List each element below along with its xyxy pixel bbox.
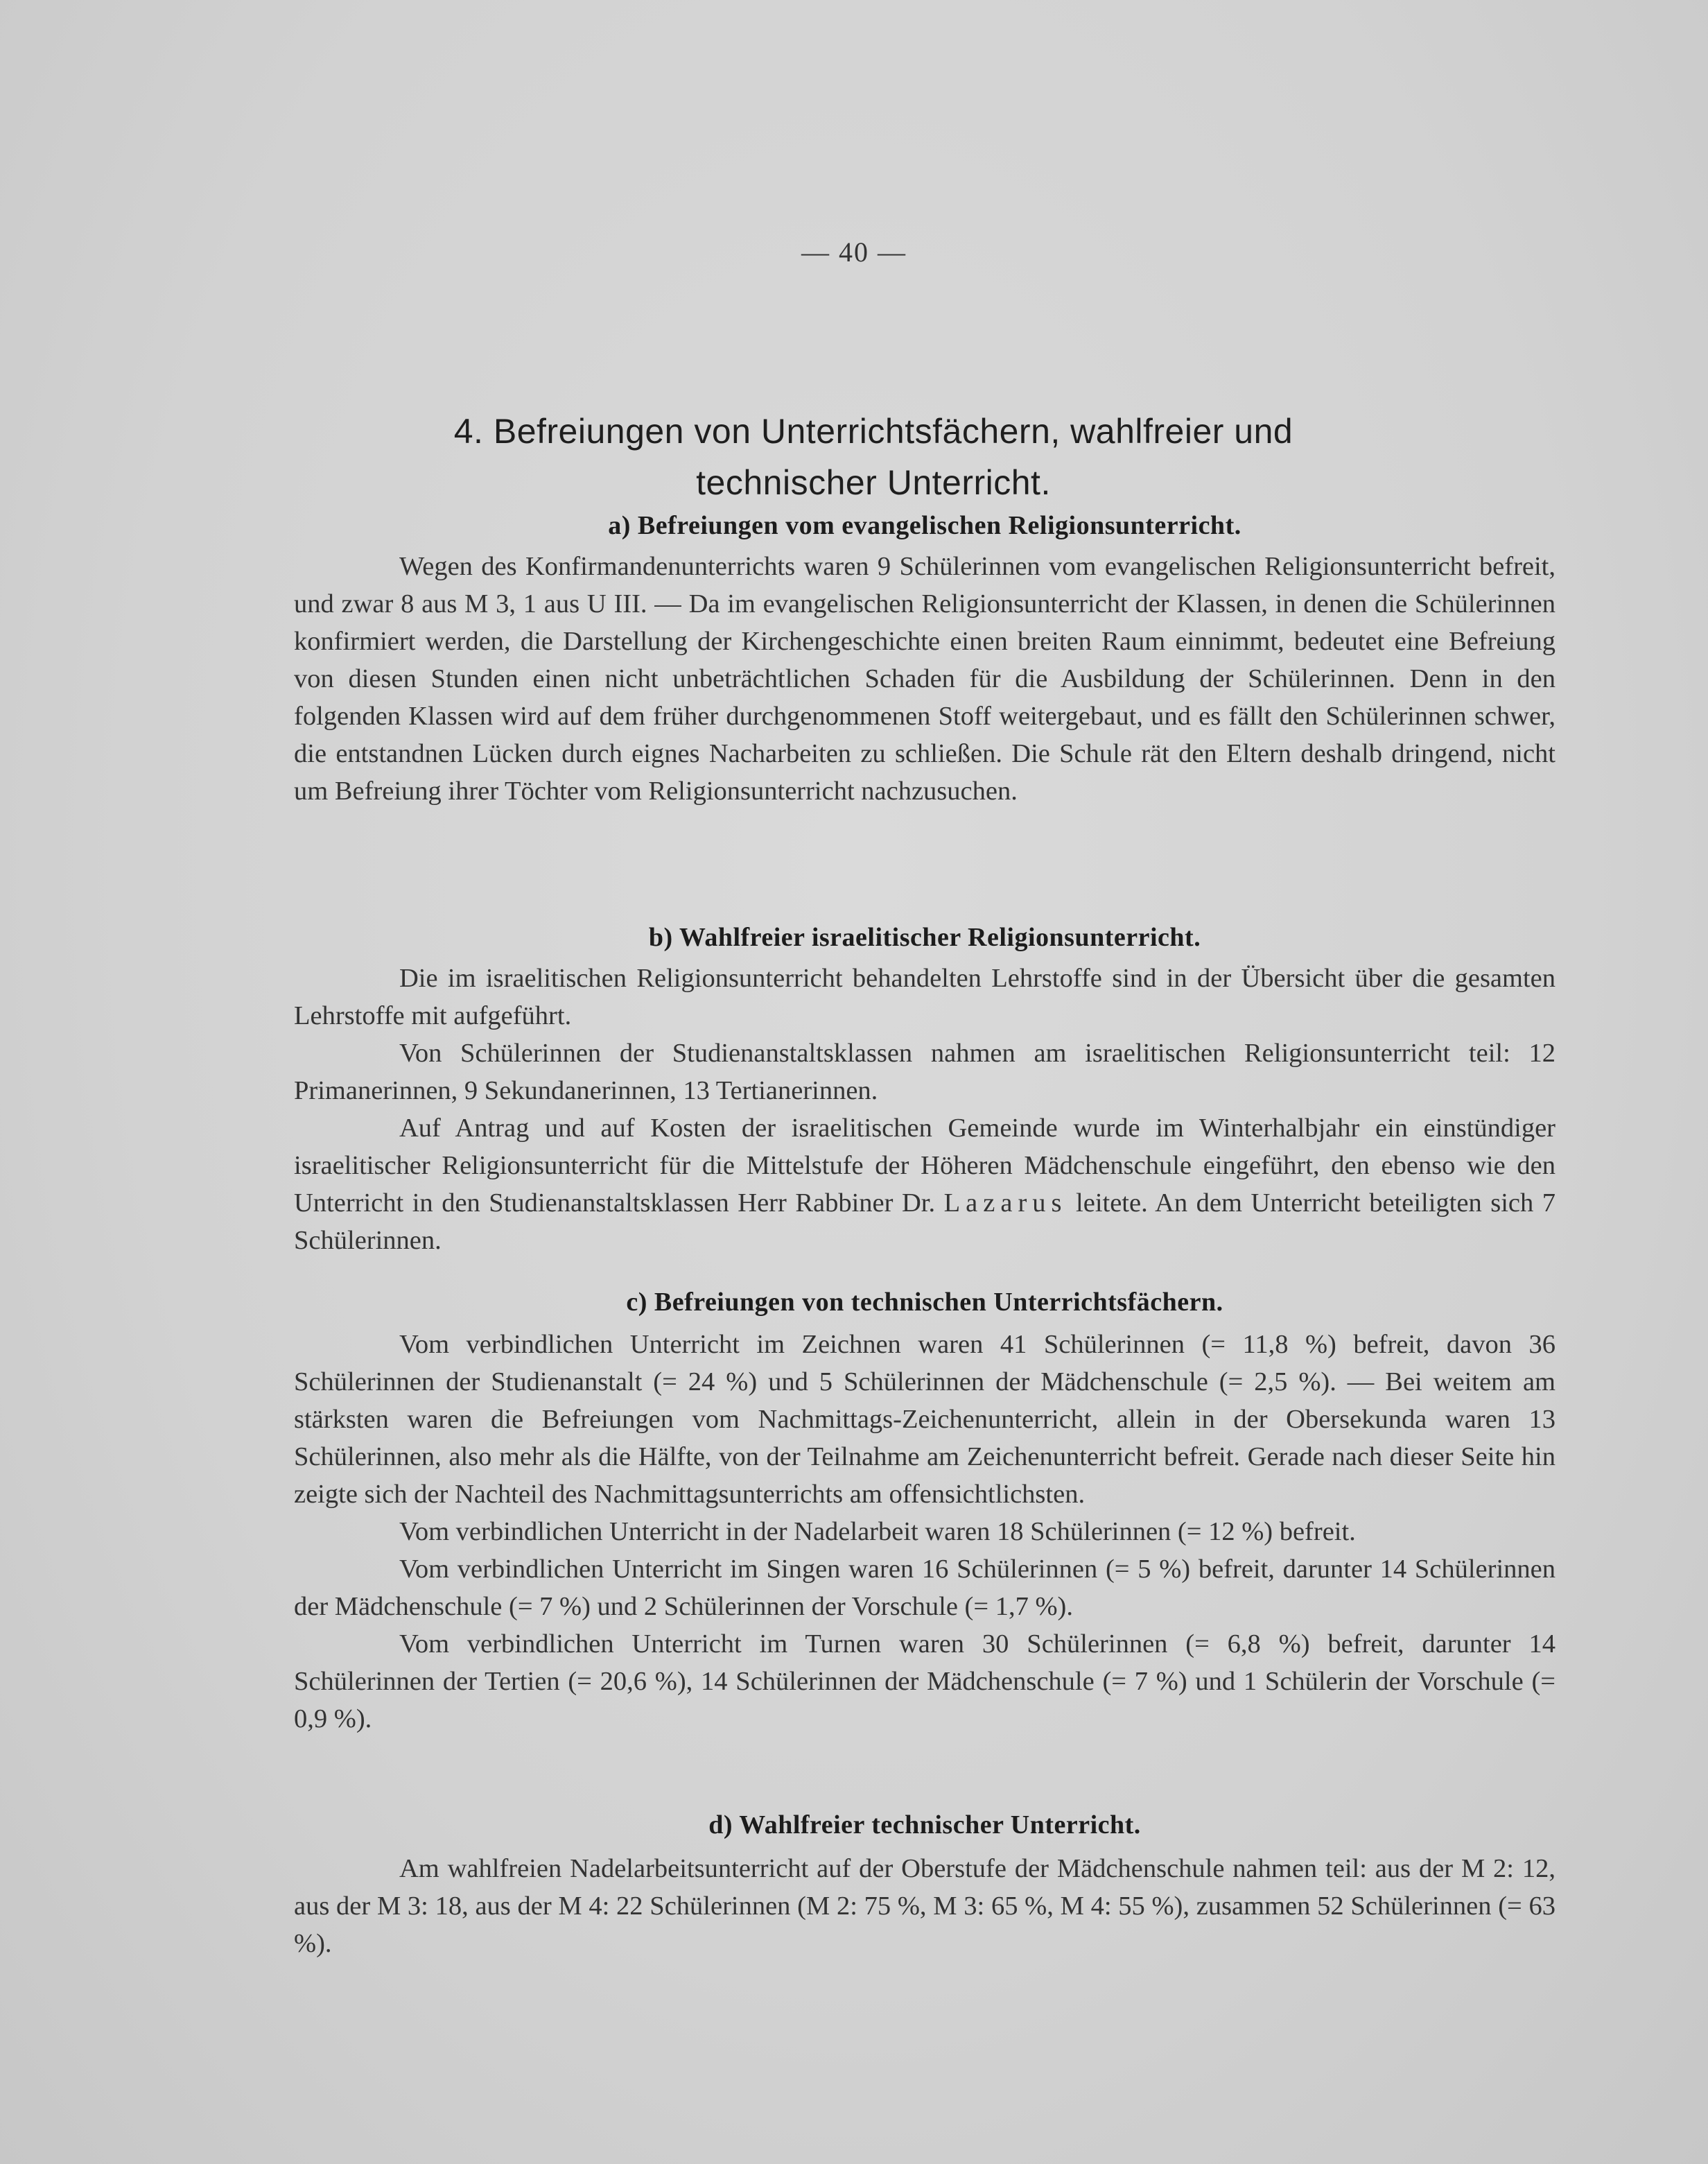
section-c-paragraph-gymnastics: Vom verbindlichen Unterricht im Turnen waren 30 Schülerinnen (= 6,8 %) befreit, darunter 14 Schülerinnen der Tertien (= 20,6 %), 14 Schülerinnen der Mädchenschule (= 7 %) und 1 Schülerin der Vorschule (= 0,9 %).	[294, 1629, 1556, 1733]
page-number: — 40 —	[801, 236, 907, 268]
section-d-paragraph: Am wahlfreien Nadelarbeitsunterricht auf der Oberstufe der Mädchenschule nahmen teil: aus der M 2: 12, aus der M 3: 18, aus der M 4: 22 Schülerinnen (M 2: 75 %, M 3: 65 %, M 4: 55 %), zusammen 52 Schülerinnen (= 63 %).	[294, 1854, 1556, 1958]
rabbi-name: Lazarus	[943, 1188, 1068, 1218]
section-b-paragraph-1: Die im israelitischen Religionsunterricht behandelten Lehrstoffe sind in der Übersicht über die gesamten Lehrstoffe mit aufgeführt.	[294, 964, 1556, 1030]
title-line-2: technischer Unterricht.	[696, 463, 1051, 502]
title-line-1: 4. Befreiungen von Unterrichtsfächern, wahlfreier und	[453, 412, 1293, 451]
section-c-paragraph-singing: Vom verbindlichen Unterricht im Singen waren 16 Schülerinnen (= 5 %) befreit, darunter 14 Schülerinnen der Mädchenschule (= 7 %) und 2 Schülerinnen der Vorschule (= 1,7 %).	[294, 1555, 1556, 1621]
section-a-heading: a) Befreiungen vom evangelischen Religionsunterricht.	[608, 511, 1241, 540]
section-b-heading: b) Wahlfreier israelitischer Religionsunterricht.	[648, 923, 1201, 952]
section-c-paragraph-drawing: Vom verbindlichen Unterricht im Zeichnen waren 41 Schülerinnen (= 11,8 %) befreit, davon 36 Schülerinnen der Studienanstalt (= 24 %) und 5 Schülerinnen der Mädchenschule (= 2,5 %). — Bei weitem am stärksten waren die Befreiungen vom Nachmittags-Zeichenunterricht, allein in der Obersekunda waren 13 Schülerinnen, also mehr als die Hälfte, von der Teilnahme am Zeichenunterricht befreit. Gerade nach dieser Seite hin zeigte sich der Nachteil des Nachmittagsunterrichts am offensichtlichsten.	[294, 1330, 1556, 1509]
section-b-p3-end: leitete. An dem Unterricht beteiligten sich 7 Schülerinnen.	[294, 1188, 1556, 1255]
section-b	[294, 922, 1556, 1259]
section-c-heading: c) Befreiungen von technischen Unterrichtsfächern.	[626, 1288, 1223, 1317]
section-c-paragraph-needlework: Vom verbindlichen Unterricht in der Nadelarbeit waren 18 Schülerinnen (= 12 %) befreit.	[399, 1517, 1356, 1546]
page-title	[291, 406, 1456, 508]
section-b-paragraph-3	[294, 1109, 1556, 1259]
section-a	[294, 510, 1556, 810]
section-b-p3-start: Auf Antrag und auf Kosten der israelitischen Gemeinde wurde im Winterhalbjahr ein einstündiger israelitischer Religionsunterricht für die Mittelstufe der Höheren Mädchenschule eingeführt, den ebenso wie den Unterricht in den Studienanstaltsklassen Herr Rabbiner Dr.	[294, 1114, 1556, 1218]
section-d	[294, 1810, 1556, 1962]
section-b-paragraph-2: Von Schülerinnen der Studienanstaltsklassen nahmen am israelitischen Religionsunterricht teil: 12 Primanerinnen, 9 Sekundanerinnen, 13 Tertianerinnen.	[294, 1039, 1556, 1105]
section-c	[294, 1287, 1556, 1738]
section-a-paragraph: Wegen des Konfirmandenunterrichts waren 9 Schülerinnen vom evangelischen Religionsunterricht befreit, und zwar 8 aus M 3, 1 aus U III. — Da im evangelischen Religionsunterricht der Klassen, in denen die Schülerinnen konfirmiert werden, die Darstellung der Kirchengeschichte einen breiten Raum einnimmt, bedeutet eine Befreiung von diesen Stunden einen nicht unbeträchtlichen Schaden für die Ausbildung der Schülerinnen. Denn in den folgenden Klassen wird auf dem früher durchgenommenen Stoff weitergebaut, und es fällt den Schülerinnen schwer, die entstandnen Lücken durch eignes Nacharbeiten zu schließen. Die Schule rät den Eltern deshalb dringend, nicht um Befreiung ihrer Töchter vom Religionsunterricht nachzusuchen.	[294, 552, 1556, 806]
section-d-heading: d) Wahlfreier technischer Unterricht.	[708, 1810, 1141, 1840]
